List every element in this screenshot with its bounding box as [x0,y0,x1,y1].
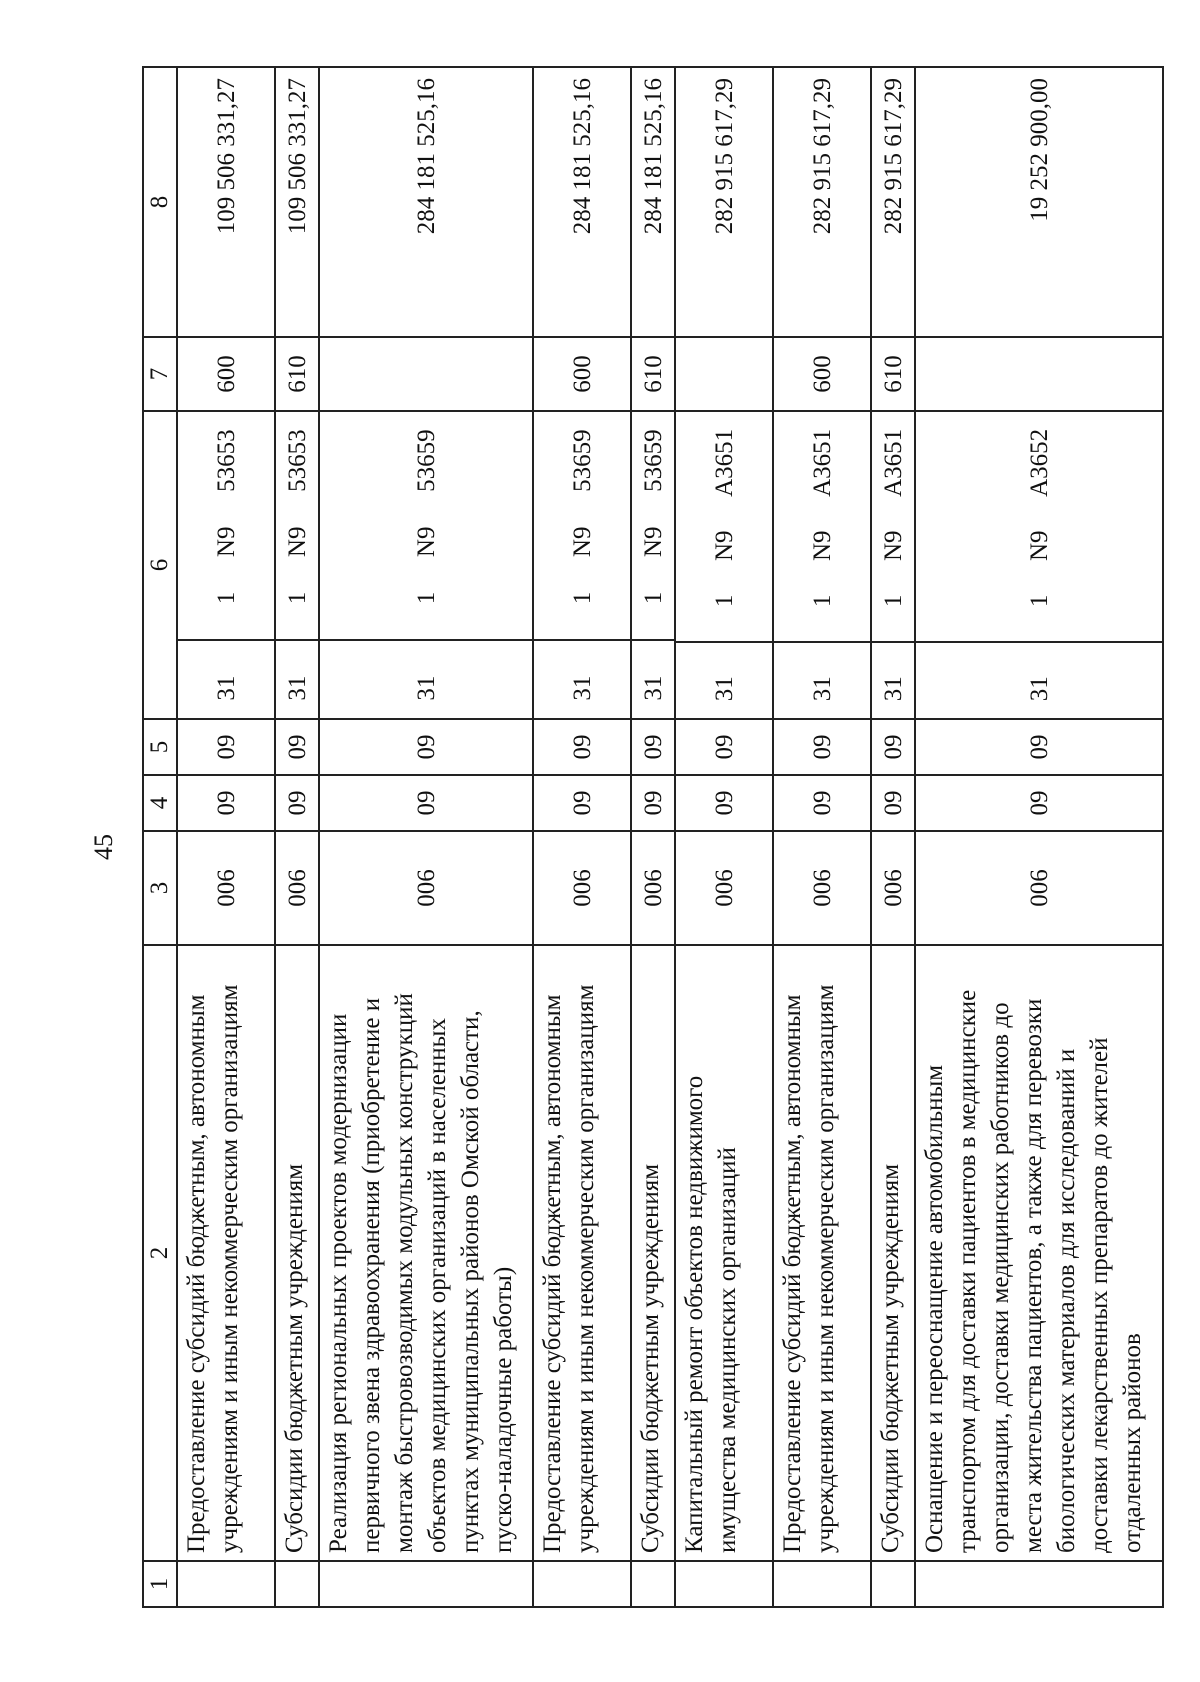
target-article-cell [871,411,915,719]
subsection-code-cell: 09 [871,719,915,775]
amount-cell: 284 181 525,16 [319,67,533,337]
amount-cell: 284 181 525,16 [631,67,675,337]
target-article-part: 53659 [639,429,667,492]
page-number: 45 [89,834,118,860]
target-article-part: 1 [568,591,596,605]
target-article-part: 1 [283,591,311,605]
target-article-part: N9 [568,526,596,558]
code-separator [676,641,772,643]
column-header-8: 8 [143,67,177,337]
description-cell: Предоставление субсидий бюджетным, автономным учреждениям и иным некоммерческим организациям [177,945,275,1561]
expense-type-cell: 610 [631,337,675,411]
expense-type-cell: 600 [177,337,275,411]
description-cell: Субсидии бюджетным учреждениям [871,945,915,1561]
target-article-part: 1 [412,591,440,605]
expense-type-cell [319,337,533,411]
description-cell: Оснащение и переоснащение автомобильным транспортом для доставки пациентов в медицинские организации, доставки медицинских работников до места жительства пациентов, а также для перевозки биологических материалов для исследований и доставки лекарственных препаратов до жителей отдаленных районов [915,945,1163,1561]
expense-type-cell [675,337,773,411]
target-article-part: А3651 [879,428,907,497]
ministry-code-cell: 006 [631,831,675,945]
subsection-code-cell: 09 [773,719,871,775]
column-header-2: 2 [143,945,177,1561]
target-article-part: 31 [879,676,907,702]
column-header-7: 7 [143,337,177,411]
expense-type-cell: 610 [871,337,915,411]
target-article-part: 31 [412,675,440,701]
row-number-cell [915,1561,1163,1607]
table-row [319,67,533,1607]
section-code-cell: 09 [319,775,533,831]
subsection-code-cell: 09 [915,719,1163,775]
column-header-1: 1 [143,1561,177,1607]
column-header-5: 5 [143,719,177,775]
target-article-part: N9 [412,526,440,558]
description-cell: Субсидии бюджетным учреждениям [631,945,675,1561]
target-article-part: N9 [808,530,836,562]
description-cell: Предоставление субсидий бюджетным, автономным учреждениям и иным некоммерческим организациям [773,945,871,1561]
description-cell: Предоставление субсидий бюджетным, автономным учреждениям и иным некоммерческим организациям [533,945,631,1561]
target-article-part: 31 [808,676,836,702]
table-container [142,68,1146,1608]
target-article-part: 31 [639,675,667,701]
target-article-part: N9 [212,526,240,558]
table-row [871,67,915,1607]
amount-cell: 282 915 617,29 [871,67,915,337]
ministry-code-cell: 006 [319,831,533,945]
target-article-cell [275,411,319,719]
table-row [275,67,319,1607]
target-article-part: N9 [283,526,311,558]
target-article-part: 31 [283,675,311,701]
target-article-part: 1 [879,594,907,608]
target-article-part: 1 [808,594,836,608]
subsection-code-cell: 09 [177,719,275,775]
amount-cell: 109 506 331,27 [275,67,319,337]
subsection-code-cell: 09 [275,719,319,775]
rotated-table-frame [142,68,1146,1608]
ministry-code-cell: 006 [871,831,915,945]
target-article-part: 53653 [212,429,240,492]
target-article-cell [915,411,1163,719]
ministry-code-cell: 006 [275,831,319,945]
row-number-cell [177,1561,275,1607]
subsection-code-cell: 09 [319,719,533,775]
row-number-cell [275,1561,319,1607]
table-row [675,67,773,1607]
row-number-cell [675,1561,773,1607]
code-separator [534,639,630,641]
ministry-code-cell: 006 [533,831,631,945]
column-header-3: 3 [143,831,177,945]
code-separator [632,639,674,641]
code-separator [872,641,914,643]
target-article-part: 31 [568,675,596,701]
table-row [915,67,1163,1607]
subsection-code-cell: 09 [631,719,675,775]
header-row [143,67,177,1607]
target-article-part: 1 [1025,594,1053,608]
table-row [177,67,275,1607]
ministry-code-cell: 006 [915,831,1163,945]
target-article-part: N9 [1025,530,1053,562]
description-cell: Капитальный ремонт объектов недвижимого имущества медицинских организаций [675,945,773,1561]
section-code-cell: 09 [675,775,773,831]
subsection-code-cell: 09 [675,719,773,775]
code-separator [916,641,1162,643]
table-row [773,67,871,1607]
target-article-cell [773,411,871,719]
target-article-part: 1 [639,591,667,605]
table-body [177,67,1163,1607]
target-article-cell [319,411,533,719]
section-code-cell: 09 [915,775,1163,831]
expense-type-cell [915,337,1163,411]
target-article-part: N9 [639,526,667,558]
code-separator [774,641,870,643]
target-article-cell [631,411,675,719]
expense-type-cell: 600 [773,337,871,411]
amount-cell: 284 181 525,16 [533,67,631,337]
target-article-part: А3651 [710,428,738,497]
target-article-part: 31 [212,675,240,701]
target-article-part: 1 [212,591,240,605]
row-number-cell [631,1561,675,1607]
section-code-cell: 09 [177,775,275,831]
target-article-part: 1 [710,594,738,608]
row-number-cell [319,1561,533,1607]
target-article-part: N9 [710,530,738,562]
ministry-code-cell: 006 [773,831,871,945]
section-code-cell: 09 [275,775,319,831]
target-article-cell [533,411,631,719]
section-code-cell: 09 [533,775,631,831]
description-cell: Реализация региональных проектов модернизации первичного звена здравоохранения (приобретение и монтаж быстровозводимых модульных конструкций объектов медицинских организаций в населенных пунктах муниципальных районов Омской области, пуско-наладочные работы) [319,945,533,1561]
code-separator [178,639,274,641]
budget-table [142,66,1164,1608]
target-article-part: 53653 [283,429,311,492]
subsection-code-cell: 09 [533,719,631,775]
target-article-cell [675,411,773,719]
target-article-cell [177,411,275,719]
row-number-cell [871,1561,915,1607]
section-code-cell: 09 [773,775,871,831]
section-code-cell: 09 [871,775,915,831]
target-article-part: 31 [1025,676,1053,702]
amount-cell: 109 506 331,27 [177,67,275,337]
row-number-cell [773,1561,871,1607]
section-code-cell: 09 [631,775,675,831]
code-separator [276,639,318,641]
description-cell: Субсидии бюджетным учреждениям [275,945,319,1561]
target-article-part: А3652 [1025,428,1053,497]
expense-type-cell: 600 [533,337,631,411]
table-row [533,67,631,1607]
amount-cell: 282 915 617,29 [675,67,773,337]
row-number-cell [533,1561,631,1607]
target-article-part: N9 [879,530,907,562]
column-header-4: 4 [143,775,177,831]
target-article-part: 53659 [412,429,440,492]
code-separator [320,639,532,641]
ministry-code-cell: 006 [675,831,773,945]
ministry-code-cell: 006 [177,831,275,945]
target-article-part: А3651 [808,428,836,497]
table-row [631,67,675,1607]
amount-cell: 19 252 900,00 [915,67,1163,337]
target-article-part: 53659 [568,429,596,492]
amount-cell: 282 915 617,29 [773,67,871,337]
target-article-part: 31 [710,676,738,702]
column-header-6: 6 [143,411,177,719]
expense-type-cell: 610 [275,337,319,411]
